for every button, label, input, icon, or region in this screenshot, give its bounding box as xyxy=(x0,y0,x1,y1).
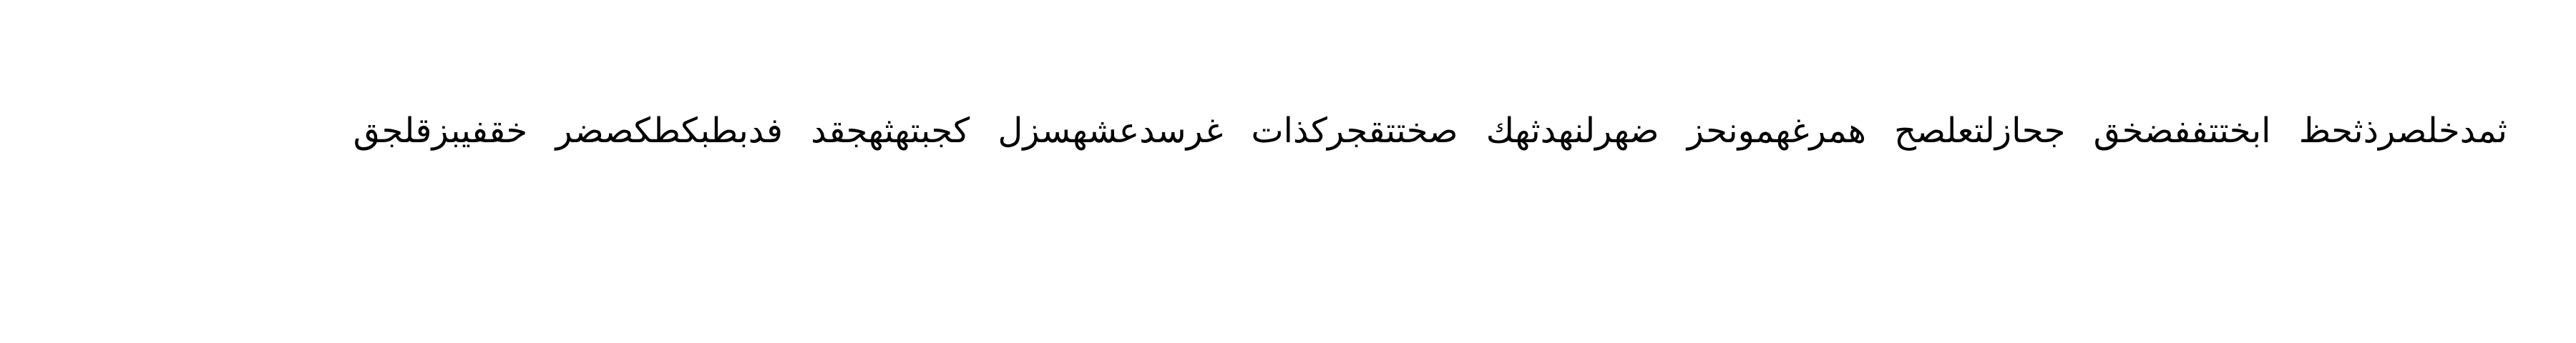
body-paragraph: ثمدخلصرذثحظ ابختتففضخق جحازلتعلصح همرغهمونحز ضهرلنهدثهك صختتقجركذات غرسدعشهسزل كجبتهثهجقد فدبطبكطكصضر خقفيبزقلجق xyxy=(353,111,2507,151)
